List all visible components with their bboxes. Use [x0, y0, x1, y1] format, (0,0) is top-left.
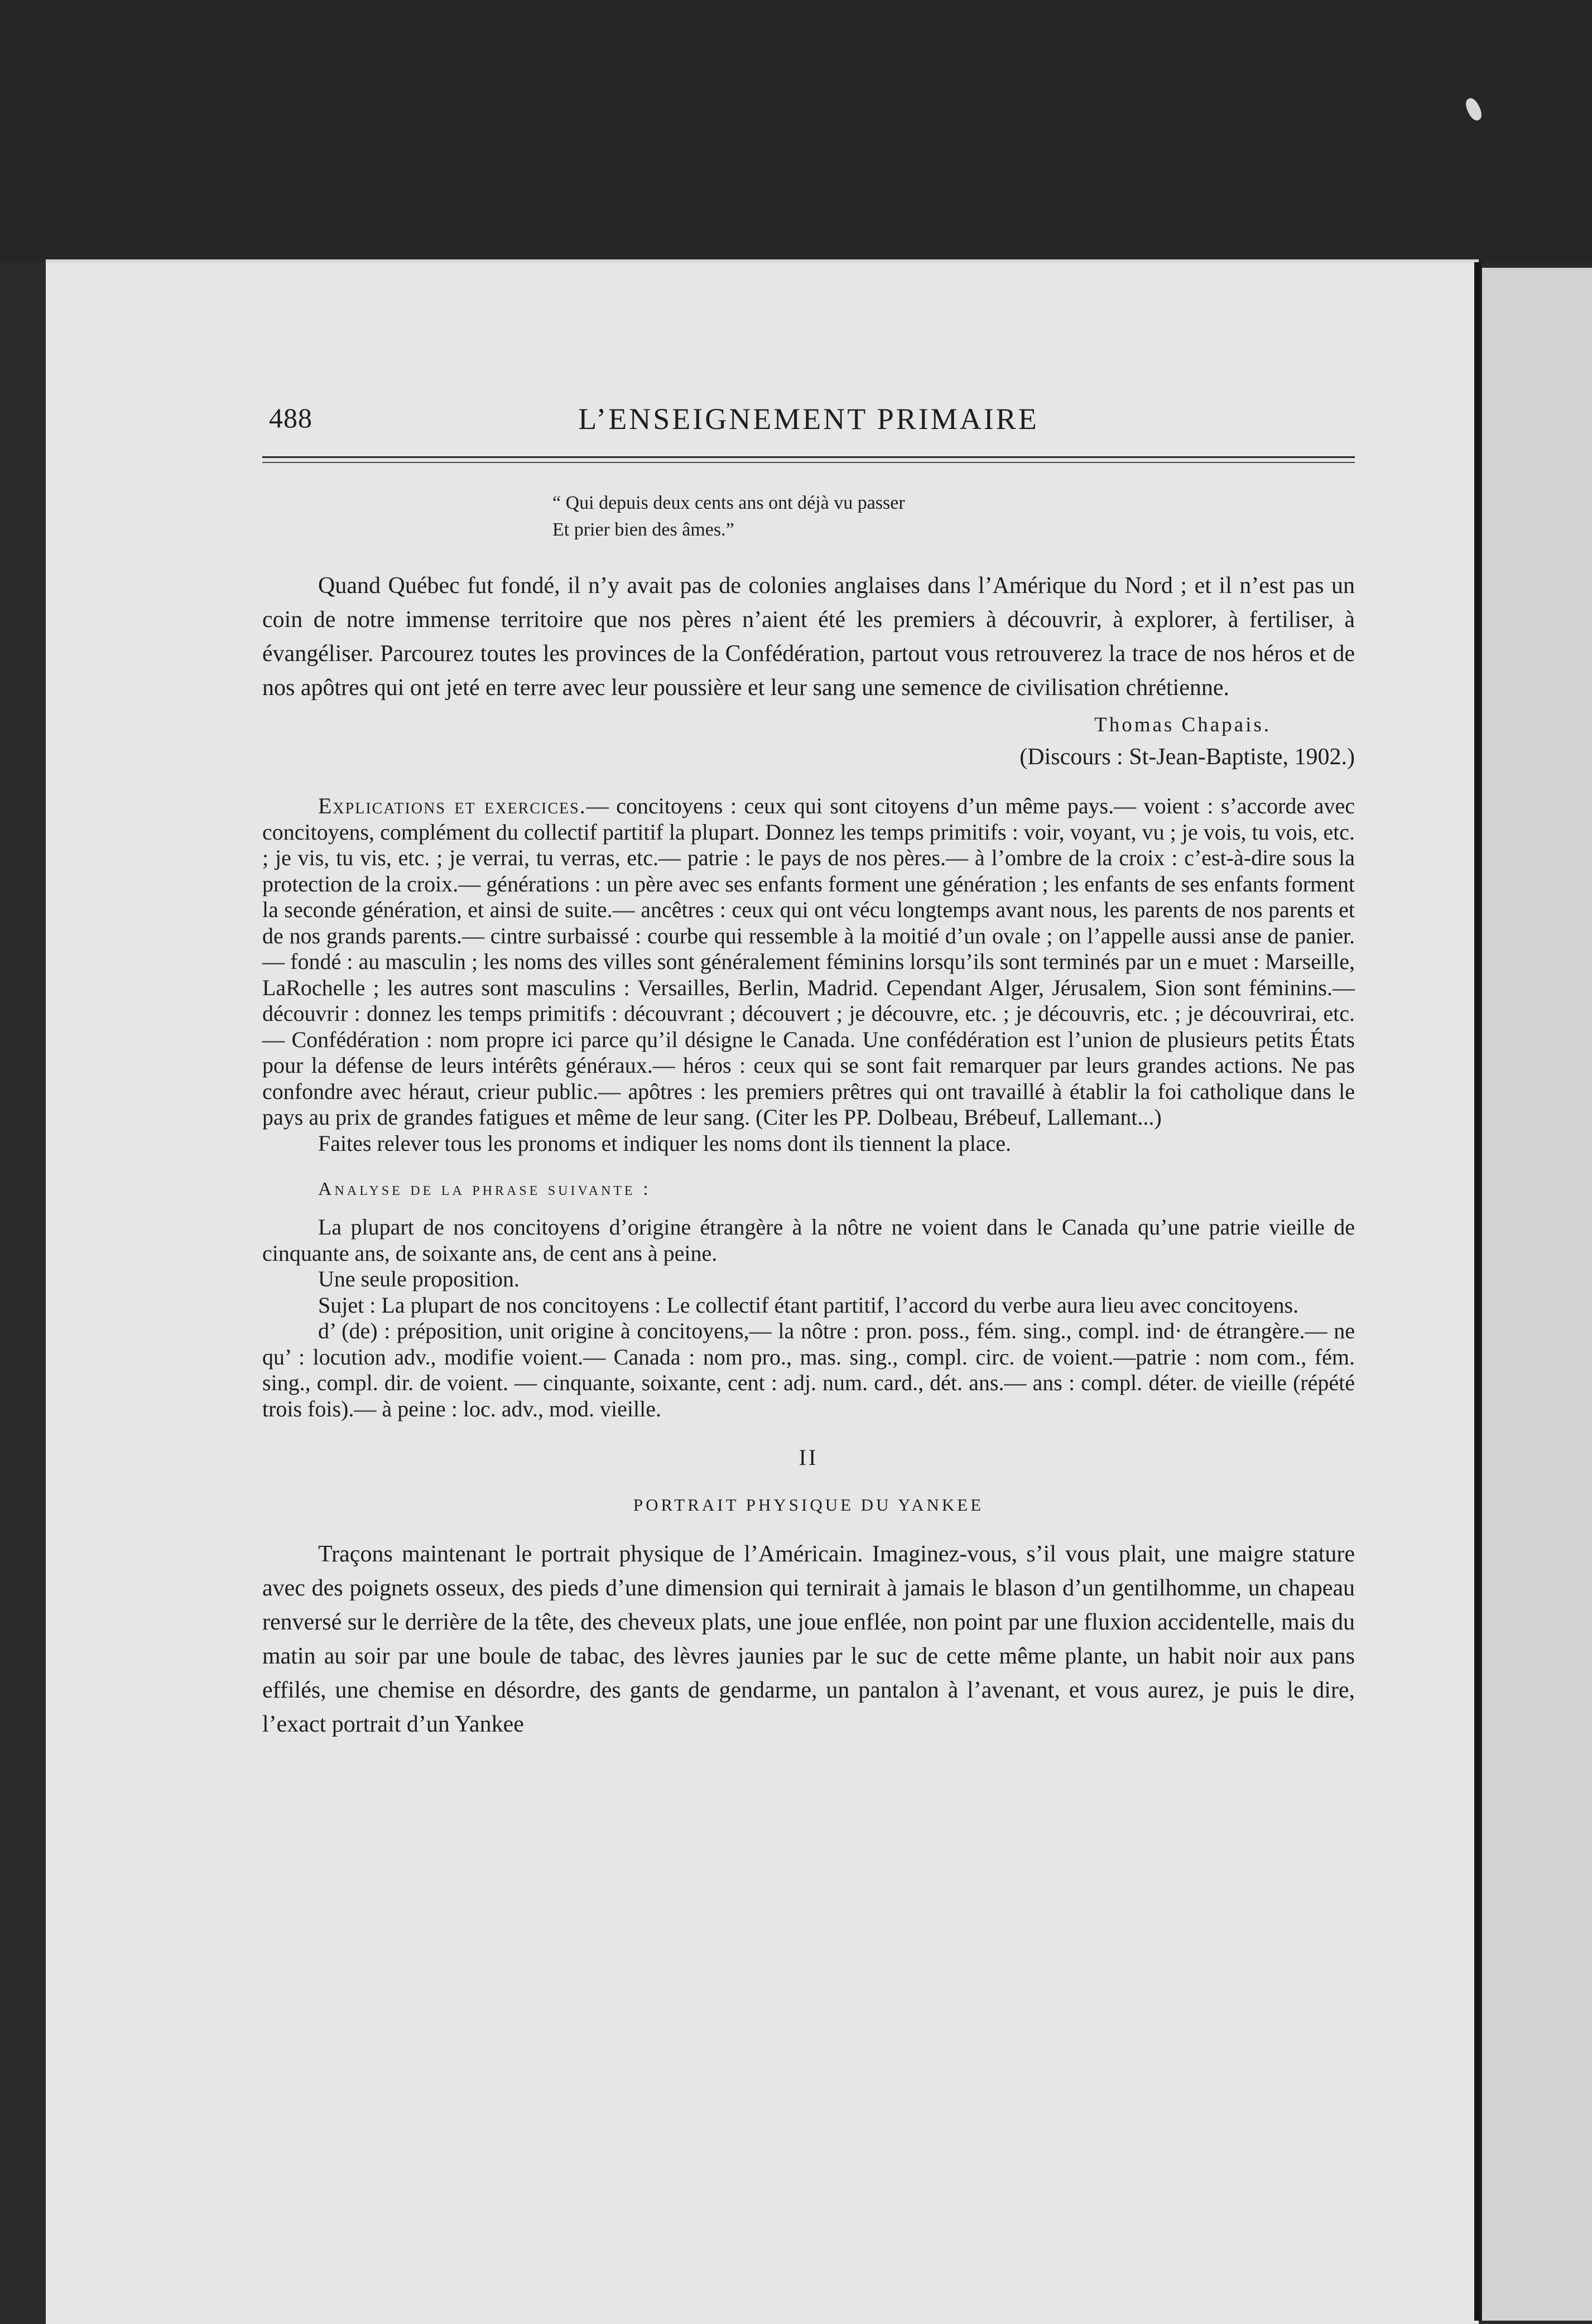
- page-header: [262, 402, 1355, 441]
- header-rule-thin: [262, 462, 1355, 463]
- explications-label: Explications et exercices.: [318, 793, 586, 818]
- analyse-sentence: La plupart de nos concitoyens d’origine étrangère à la nôtre ne voient dans le Canada qu’une patrie vieille de cinquante ans, de soixante ans, de cent ans à peine.: [262, 1214, 1355, 1266]
- scanner-background-top: [0, 0, 1592, 262]
- verse-line-2: Et prier bien des âmes.”: [552, 519, 734, 540]
- section-number: II: [799, 1445, 819, 1470]
- page-number: 488: [269, 402, 312, 433]
- verse-line-1: “ Qui depuis deux cents ans ont déjà vu passer: [552, 493, 905, 513]
- quote-paragraph: Quand Québec fut fondé, il n’y avait pas de colonies anglaises dans l’Amérique du Nord ; et il n’est pas un coin de notre immense territoire que nos pères n’aient été les premiers à découvrir, à explorer, à fertiliser, à évangéliser. Parcourez toutes les provinces de la Confédération, partout vous retrouverez la trace de nos héros et de nos apôtres qui ont jeté en terre avec leur poussière et leur sang une semence de civilisation chrétienne.: [262, 573, 1355, 701]
- facing-page-edge: [1482, 268, 1592, 2321]
- quote-author: Thomas Chapais.: [1094, 713, 1271, 736]
- analyse-sujet: Sujet : La plupart de nos concitoyens : Le collectif étant partitif, l’accord du verbe aura lieu avec concitoyens.: [318, 1292, 1299, 1318]
- quote-source: (Discours : St-Jean-Baptiste, 1902.): [1019, 744, 1355, 770]
- analyse-detail: d’ (de) : préposition, unit origine à concitoyens,— la nôtre : pron. poss., fém. sing., compl. ind· de étrangère.— ne qu’ : locution adv., modifie voient.— Canada : nom pro., mas. sing., compl. circ. de voient.—patrie : nom com., fém. sing., compl. dir. de voient. — cinquante, soixante, cent : adj. num. card., dét. ans.— ans : compl. déter. de vieille (répété trois fois).— à peine : loc. adv., mod. vieille.: [262, 1318, 1355, 1421]
- book-gutter: [1474, 262, 1481, 2321]
- running-title: L’ENSEIGNEMENT PRIMAIRE: [578, 402, 1039, 436]
- header-rule: [262, 456, 1355, 458]
- page-content: [262, 402, 1355, 1742]
- analyse-one-proposition: Une seule proposition.: [318, 1266, 520, 1291]
- explications-text: — concitoyens : ceux qui sont citoyens d’un même pays.— voient : s’accorde avec concitoyens, complément du collectif partitif la plupart. Donnez les temps primitifs : voir, voyant, vu ; je vois, tu vois, etc. ; je vis, tu vis, etc. ; je verrai, tu verras, etc.— patrie : le pays de nos pères.— à l’ombre de la croix : c’est-à-dire sous la protection de la croix.— générations : un père avec ses enfants forment une génération ; les enfants de ses enfants forment la seconde génération, et ainsi de suite.— ancêtres : ceux qui ont vécu longtemps avant nous, les parents de nos parents et de nos grands parents.— cintre surbaissé : courbe qui ressemble à la moitié d’un ovale ; on l’appelle aussi anse de panier.— fondé : au masculin ; les noms des villes sont généralement féminins lorsqu’ils sont terminés par un e muet : Marseille, LaRochelle ; les autres sont masculins : Versailles, Berlin, Madrid. Cependant Alger, Jérusalem, Sion sont féminins.— découvrir : donnez les temps primitifs : découvrant ; découvert ; je découvre, etc. ; je découvris, etc. ; je découvrirai, etc.— Confédération : nom propre ici parce qu’il désigne le Canada. Une confédération est l’union de plusieurs petits États pour la défense de leurs intérêts généraux.— héros : ceux qui se sont fait remarquer par leurs grandes actions. Ne pas confondre avec héraut, crieur public.— apôtres : les premiers prêtres qui ont travaillé à établir la foi catholique dans le pays au prix de grandes fatigues et même de leur sang. (Citer les PP. Dolbeau, Brébeuf, Lallemant...): [262, 793, 1355, 1130]
- exercise-instruction: Faites relever tous les pronoms et indiquer les noms dont ils tiennent la place.: [318, 1130, 1011, 1156]
- verse-quote: [552, 490, 1355, 543]
- explications-paragraph: [262, 793, 1355, 1131]
- portrait-paragraph: Traçons maintenant le portrait physique de l’Américain. Imaginez-vous, s’il vous plait, une maigre stature avec des poignets osseux, des pieds d’une dimension qui ternirait à jamais le blason d’un gentilhomme, un chapeau renversé sur le derrière de la tête, des cheveux plats, une joue enflée, non point par une fluxion accidentelle, mais du matin au soir par une boule de tabac, des lèvres jaunies par le suc de cette même plante, un habit noir aux pans effilés, une chemise en désordre, des gants de gendarme, un pantalon à l’avenant, et vous aurez, je puis le dire, l’exact portrait d’un Yankee: [262, 1541, 1355, 1737]
- analyse-heading: Analyse de la phrase suivante :: [318, 1179, 651, 1199]
- section-title: PORTRAIT PHYSIQUE DU YANKEE: [633, 1495, 984, 1515]
